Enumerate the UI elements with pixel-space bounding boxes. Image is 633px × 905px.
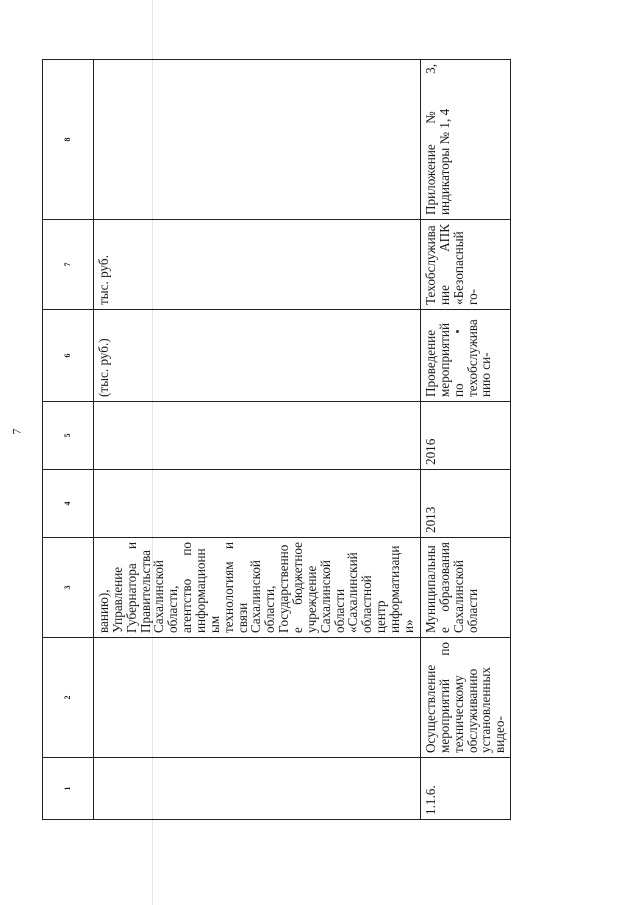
header-col-4: 4 [43, 470, 94, 538]
cell-executors: ванию), Управление Губернатора и Правительства Сахалинской области, агентство по информационным технологиям и связи Сахалинской области, Государственное бюджетное учреждение Сахалинской области «Сахалинский областной центр информатизации» [94, 538, 421, 638]
column-number-row [43, 60, 94, 820]
cell-content: (тыс. руб.) [94, 310, 421, 402]
header-col-6: 6 [43, 310, 94, 402]
header-col-5: 5 [43, 402, 94, 470]
cell-end-year: 2016 [421, 402, 511, 470]
cell-start-year [94, 470, 421, 538]
cell-result: Техобслуживание АПК «Безопасный го- [421, 220, 511, 310]
header-col-1: 1 [43, 758, 94, 820]
rotated-table-container [42, 60, 508, 820]
table-row-continued [94, 60, 421, 820]
table-row-1-1-6 [421, 60, 511, 820]
program-activities-table [42, 59, 511, 820]
cell-result: тыс. руб. [94, 220, 421, 310]
cell-activity [94, 638, 421, 758]
header-col-7: 7 [43, 220, 94, 310]
page-number: 7 [9, 428, 24, 435]
header-col-8: 8 [43, 60, 94, 220]
cell-activity: Осуществление мероприятий по техническому обслуживанию установленных видео- [421, 638, 511, 758]
cell-indicators: Приложение № 3, индикаторы № 1, 4 [421, 60, 511, 220]
header-col-3: 3 [43, 538, 94, 638]
cell-indicators [94, 60, 421, 220]
cell-number [94, 758, 421, 820]
cell-start-year: 2013 [421, 470, 511, 538]
cell-executors: Муниципальные образования Сахалинской области [421, 538, 511, 638]
cell-number: 1.1.6. [421, 758, 511, 820]
cell-end-year [94, 402, 421, 470]
cell-content: Проведение мероприятий по техобслуживанию си- [421, 310, 511, 402]
header-col-2: 2 [43, 638, 94, 758]
